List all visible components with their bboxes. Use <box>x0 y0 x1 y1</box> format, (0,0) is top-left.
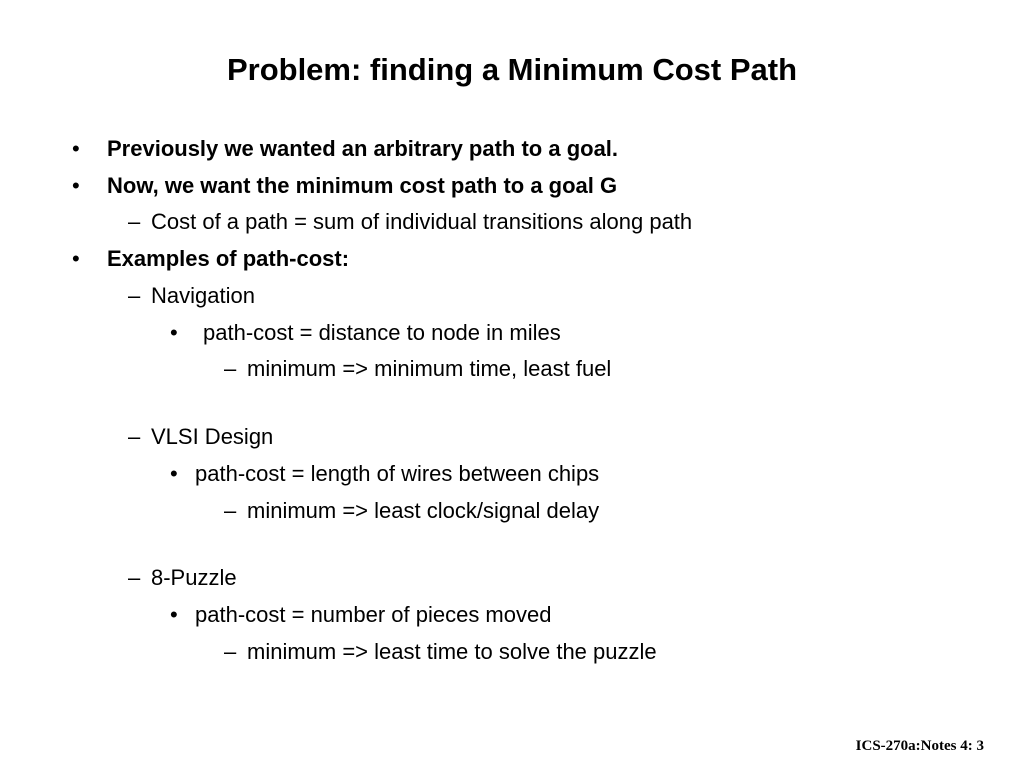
slide-title: Problem: finding a Minimum Cost Path <box>226 52 798 87</box>
sub-sub-sub-item: minimum => least clock/signal delay <box>247 498 600 523</box>
slide-footer: ICS-270a:Notes 4: 3 <box>855 738 984 754</box>
sub-item: Navigation <box>151 283 255 308</box>
sub-sub-sub-item: minimum => least time to solve the puzzle <box>247 639 657 664</box>
bullet-icon: • <box>72 136 80 161</box>
sub-item: 8-Puzzle <box>151 565 237 590</box>
sub-item: Cost of a path = sum of individual transitions along path <box>151 209 693 234</box>
sub-sub-item: path-cost = length of wires between chips <box>195 461 600 486</box>
sub-item: VLSI Design <box>151 424 274 449</box>
dash-icon: – <box>224 356 237 381</box>
bullet-icon: • <box>170 461 178 486</box>
bullet-icon: • <box>170 320 178 345</box>
bullet-item: Now, we want the minimum cost path to a goal G <box>107 173 618 198</box>
sub-sub-sub-item: minimum => minimum time, least fuel <box>247 356 612 381</box>
dash-icon: – <box>128 424 141 449</box>
sub-sub-item: path-cost = distance to node in miles <box>203 320 561 345</box>
dash-icon: – <box>224 498 237 523</box>
bullet-icon: • <box>72 173 80 198</box>
dash-icon: – <box>128 565 141 590</box>
bullet-icon: • <box>72 246 80 271</box>
dash-icon: – <box>224 639 237 664</box>
bullet-icon: • <box>170 602 178 627</box>
dash-icon: – <box>128 209 141 234</box>
bullet-item: Previously we wanted an arbitrary path to a goal. <box>107 136 619 161</box>
sub-sub-item: path-cost = number of pieces moved <box>195 602 552 627</box>
bullet-item: Examples of path-cost: <box>107 246 350 271</box>
dash-icon: – <box>128 283 141 308</box>
